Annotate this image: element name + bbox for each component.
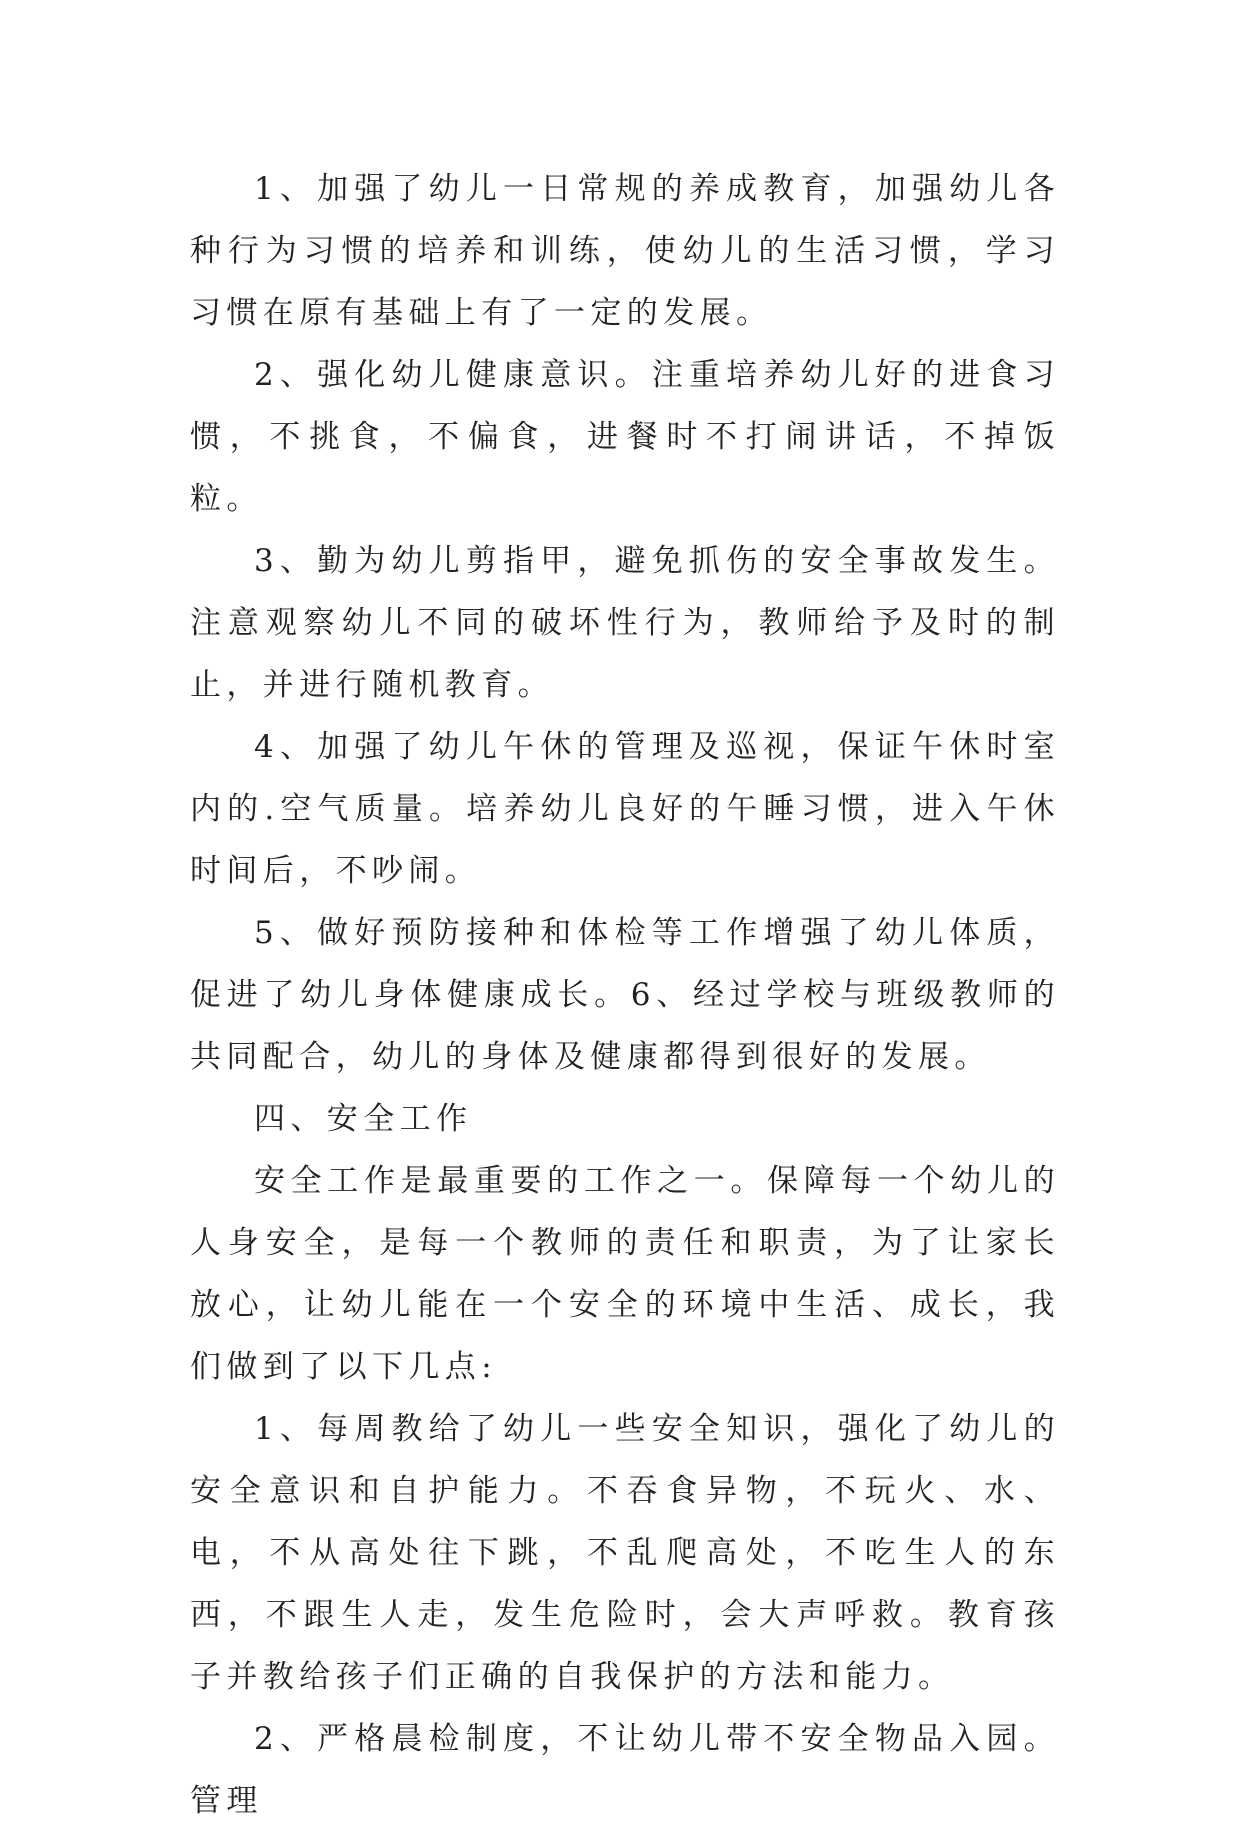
paragraph-nail-trimming: 3、勤为幼儿剪指甲，避免抓伤的安全事故发生。注意观察幼儿不同的破坏性行为，教师给予及时的制止，并进行随机教育。 [190, 543, 1060, 703]
paragraph-safety-knowledge: 1、每周教给了幼儿一些安全知识，强化了幼儿的安全意识和自护能力。不吞食异物，不玩火、水、电，不从高处往下跳，不乱爬高处，不吃生人的东西，不跟生人走，发生危险时，会大声呼救。教育孩子并教给孩子们正确的自我保护的方法和能力。 [190, 1411, 1060, 1695]
paragraph-habits: 1、加强了幼儿一日常规的养成教育，加强幼儿各种行为习惯的培养和训练，使幼儿的生活习惯，学习习惯在原有基础上有了一定的发展。 [190, 171, 1060, 331]
section-heading-safety: 四、安全工作 [254, 1101, 473, 1137]
paragraph-vaccination: 5、做好预防接种和体检等工作增强了幼儿体质，促进了幼儿身体健康成长。6、经过学校与班级教师的共同配合，幼儿的身体及健康都得到很好的发展。 [190, 915, 1060, 1075]
document-body [190, 158, 1060, 1832]
paragraph-safety-intro: 安全工作是最重要的工作之一。保障每一个幼儿的人身安全，是每一个教师的责任和职责，为了让家长放心，让幼儿能在一个安全的环境中生活、成长，我们做到了以下几点: [190, 1163, 1060, 1385]
paragraph-nap-management: 4、加强了幼儿午休的管理及巡视，保证午休时室内的.空气质量。培养幼儿良好的午睡习惯，进入午休时间后，不吵闹。 [190, 729, 1060, 889]
paragraph-health-awareness: 2、强化幼儿健康意识。注重培养幼儿好的进食习惯，不挑食，不偏食，进餐时不打闹讲话，不掉饭粒。 [190, 357, 1060, 517]
paragraph-morning-check: 2、严格晨检制度，不让幼儿带不安全物品入园。管理 [190, 1721, 1060, 1819]
